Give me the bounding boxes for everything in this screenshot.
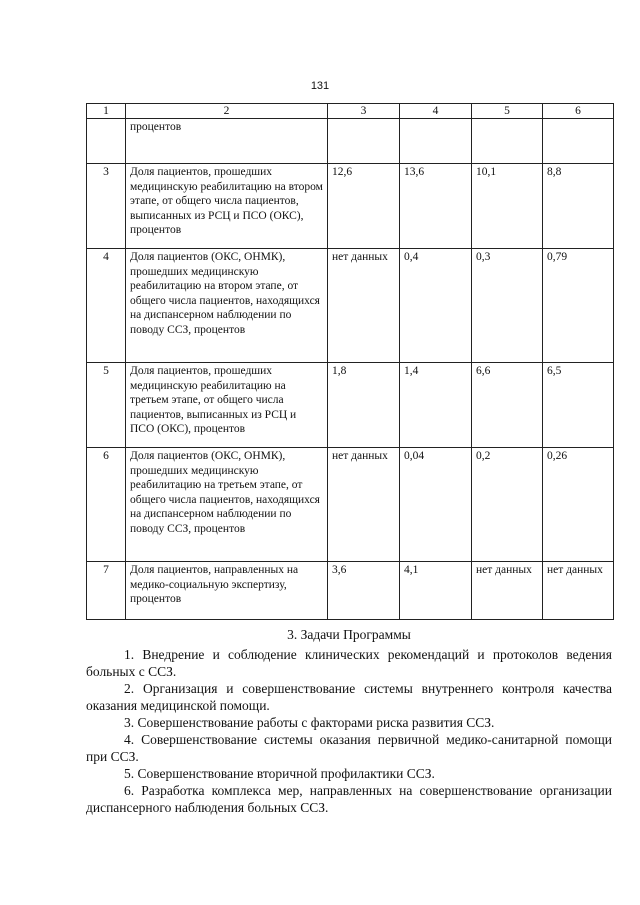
column-header: 4 — [400, 104, 472, 119]
value-col-3: 3,6 — [328, 562, 400, 620]
value-col-5: 0,3 — [472, 249, 543, 363]
value-col-4: 0,4 — [400, 249, 472, 363]
value-col-6: 0,26 — [543, 448, 614, 562]
indicator-label: Доля пациентов (ОКС, ОНМК), прошедших медицинскую реабилитацию на третьем этапе, от общего числа пациентов, находящихся на диспансерном наблюдении по поводу ССЗ, процентов — [126, 448, 328, 562]
indicator-label: Доля пациентов, прошедших медицинскую реабилитацию на третьем этапе, от общего числа пациентов, выписанных из РСЦ и ПСО (ОКС), процентов — [126, 363, 328, 448]
program-tasks-section — [86, 626, 612, 816]
column-header: 2 — [126, 104, 328, 119]
value-col-4: 0,04 — [400, 448, 472, 562]
table-header-row — [87, 104, 614, 119]
row-number: 3 — [87, 164, 126, 249]
table-row — [87, 119, 614, 164]
row-number: 6 — [87, 448, 126, 562]
value-col-4: 1,4 — [400, 363, 472, 448]
row-number: 5 — [87, 363, 126, 448]
indicators-table — [86, 103, 614, 620]
task-item: 1. Внедрение и соблюдение клинических рекомендаций и протоколов ведения больных с ССЗ. — [86, 647, 612, 679]
indicator-label: Доля пациентов, прошедших медицинскую реабилитацию на втором этапе, от общего числа пациентов, выписанных из РСЦ и ПСО (ОКС), процентов — [126, 164, 328, 249]
column-header: 6 — [543, 104, 614, 119]
row-number — [87, 119, 126, 164]
value-col-5: 0,2 — [472, 448, 543, 562]
value-col-3: нет данных — [328, 448, 400, 562]
column-header: 1 — [87, 104, 126, 119]
value-col-6 — [543, 119, 614, 164]
value-col-3: нет данных — [328, 249, 400, 363]
row-number: 7 — [87, 562, 126, 620]
column-header: 5 — [472, 104, 543, 119]
value-col-4: 4,1 — [400, 562, 472, 620]
value-col-6: нет данных — [543, 562, 614, 620]
value-col-3: 12,6 — [328, 164, 400, 249]
section-title: 3. Задачи Программы — [287, 627, 411, 642]
row-number: 4 — [87, 249, 126, 363]
task-item: 5. Совершенствование вторичной профилактики ССЗ. — [124, 766, 435, 781]
value-col-5: нет данных — [472, 562, 543, 620]
value-col-4: 13,6 — [400, 164, 472, 249]
value-col-6: 8,8 — [543, 164, 614, 249]
task-item: 2. Организация и совершенствование системы внутреннего контроля качества оказания медицинской помощи. — [86, 681, 612, 713]
value-col-5: 10,1 — [472, 164, 543, 249]
value-col-3: 1,8 — [328, 363, 400, 448]
task-item: 6. Разработка комплекса мер, направленных на совершенствование организации диспансерного наблюдения больных ССЗ. — [86, 783, 612, 815]
table-row — [87, 164, 614, 249]
indicator-label: Доля пациентов, направленных на медико-социальную экспертизу, процентов — [126, 562, 328, 620]
page-number: 131 — [310, 80, 330, 92]
task-item: 4. Совершенствование системы оказания первичной медико-санитарной помощи при ССЗ. — [86, 732, 612, 764]
value-col-4 — [400, 119, 472, 164]
value-col-6: 0,79 — [543, 249, 614, 363]
column-header: 3 — [328, 104, 400, 119]
table-row — [87, 363, 614, 448]
indicator-label: процентов — [126, 119, 328, 164]
table-row — [87, 448, 614, 562]
indicator-label: Доля пациентов (ОКС, ОНМК), прошедших медицинскую реабилитацию на втором этапе, от общего числа пациентов, находящихся на диспансерном наблюдении по поводу ССЗ, процентов — [126, 249, 328, 363]
value-col-5 — [472, 119, 543, 164]
value-col-6: 6,5 — [543, 363, 614, 448]
value-col-5: 6,6 — [472, 363, 543, 448]
table-row — [87, 249, 614, 363]
value-col-3 — [328, 119, 400, 164]
task-item: 3. Совершенствование работы с факторами риска развития ССЗ. — [124, 715, 495, 730]
table-row — [87, 562, 614, 620]
